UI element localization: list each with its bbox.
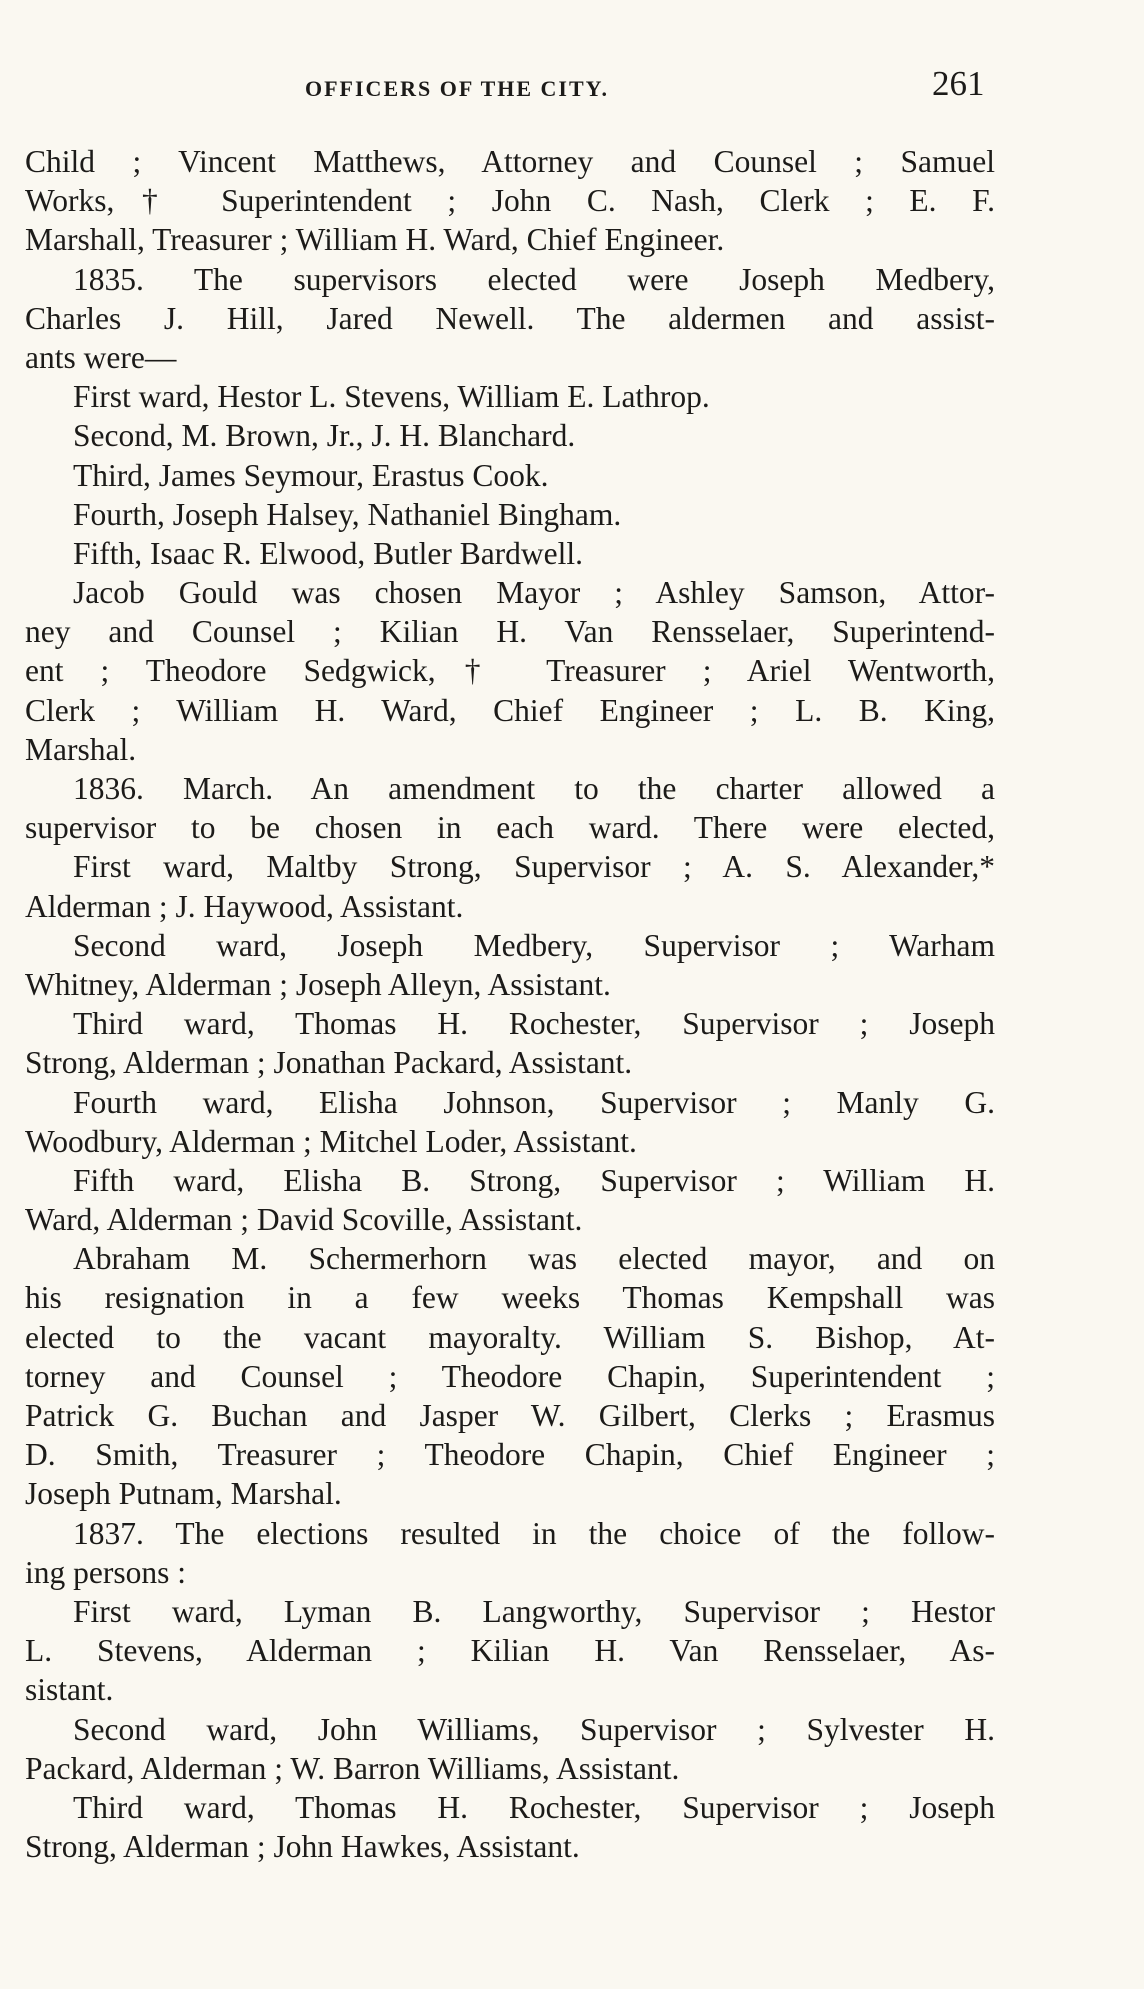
text-line: Strong, Alderman ; Jonathan Packard, Assistant. [25,1045,633,1081]
text-line: 1837. The elections resulted in the choice of the follow- [73,1515,995,1551]
text-line: Second, M. Brown, Jr., J. H. Blanchard. [73,418,576,454]
text-line: Whitney, Alderman ; Joseph Alleyn, Assistant. [25,966,611,1002]
text-line: Ward, Alderman ; David Scoville, Assistant. [25,1202,583,1238]
body-text [25,142,995,1866]
text-line: Fourth ward, Elisha Johnson, Supervisor ; Manly G. [73,1084,995,1120]
page-number: 261 [932,64,985,103]
text-line: ants were— [25,339,177,375]
text-line: Patrick G. Buchan and Jasper W. Gilbert, Clerks ; Erasmus [25,1398,995,1433]
text-line: Fifth ward, Elisha B. Strong, Supervisor ; William H. [73,1162,995,1198]
text-line: L. Stevens, Alderman ; Kilian H. Van Rensselaer, As- [25,1633,995,1669]
text-line: sistant. [25,1672,114,1708]
text-line: ney and Counsel ; Kilian H. Van Rensselaer, Superintend- [25,614,995,650]
text-line: D. Smith, Treasurer ; Theodore Chapin, Chief Engineer ; [25,1437,995,1473]
text-line: ent ; Theodore Sedgwick,† Treasurer ; Ariel Wentworth, [25,653,995,689]
text-line: Abraham M. Schermerhorn was elected mayor, and on [73,1241,995,1277]
page-header [0,62,1144,106]
text-line: 1836. March. An amendment to the charter allowed a [73,771,995,806]
text-line: Alderman ; J. Haywood, Assistant. [25,888,464,924]
text-line: Fourth, Joseph Halsey, Nathaniel Bingham. [73,496,622,532]
text-line: Fifth, Isaac R. Elwood, Butler Bardwell. [73,535,584,571]
text-line: Woodbury, Alderman ; Mitchel Loder, Assistant. [25,1123,637,1159]
text-line: Child ; Vincent Matthews, Attorney and Counsel ; Samuel [25,144,995,179]
text-line: First ward, Maltby Strong, Supervisor ; A. S. Alexander,* [73,849,995,885]
text-line: First ward, Lyman B. Langworthy, Supervisor ; Hestor [73,1593,995,1629]
text-line: First ward, Hestor L. Stevens, William E. Lathrop. [73,379,710,415]
text-line: torney and Counsel ; Theodore Chapin, Superintendent ; [25,1358,995,1394]
text-line: Third, James Seymour, Erastus Cook. [73,457,549,493]
text-line: ing persons : [25,1554,186,1590]
text-line: Third ward, Thomas H. Rochester, Supervisor ; Joseph [73,1789,995,1825]
text-line: supervisor to be chosen in each ward. There were elected, [25,810,995,846]
text-line: Second ward, Joseph Medbery, Supervisor ; Warham [73,927,995,963]
text-line: 1835. The supervisors elected were Joseph Medbery, [73,261,995,297]
text-line: Strong, Alderman ; John Hawkes, Assistant. [25,1829,580,1865]
text-line: Charles J. Hill, Jared Newell. The aldermen and assist- [25,300,995,336]
text-line: his resignation in a few weeks Thomas Kempshall was [25,1280,995,1316]
text-line: Second ward, John Williams, Supervisor ; Sylvester H. [73,1711,995,1747]
text-line: elected to the vacant mayoralty. William S. Bishop, At- [25,1319,995,1355]
text-line: Marshall, Treasurer ; William H. Ward, Chief Engineer. [25,222,725,258]
text-line: Joseph Putnam, Marshal. [25,1476,342,1512]
running-title: OFFICERS OF THE CITY. [305,76,610,101]
text-line: Jacob Gould was chosen Mayor ; Ashley Samson, Attor- [73,575,995,611]
text-line: Works,† Superintendent ; John C. Nash, Clerk ; E. F. [25,183,995,219]
text-line: Marshal. [25,731,137,767]
text-line: Third ward, Thomas H. Rochester, Supervisor ; Joseph [73,1006,995,1042]
text-line: Packard, Alderman ; W. Barron Williams, Assistant. [25,1750,680,1786]
text-line: Clerk ; William H. Ward, Chief Engineer ; L. B. King, [25,692,995,728]
